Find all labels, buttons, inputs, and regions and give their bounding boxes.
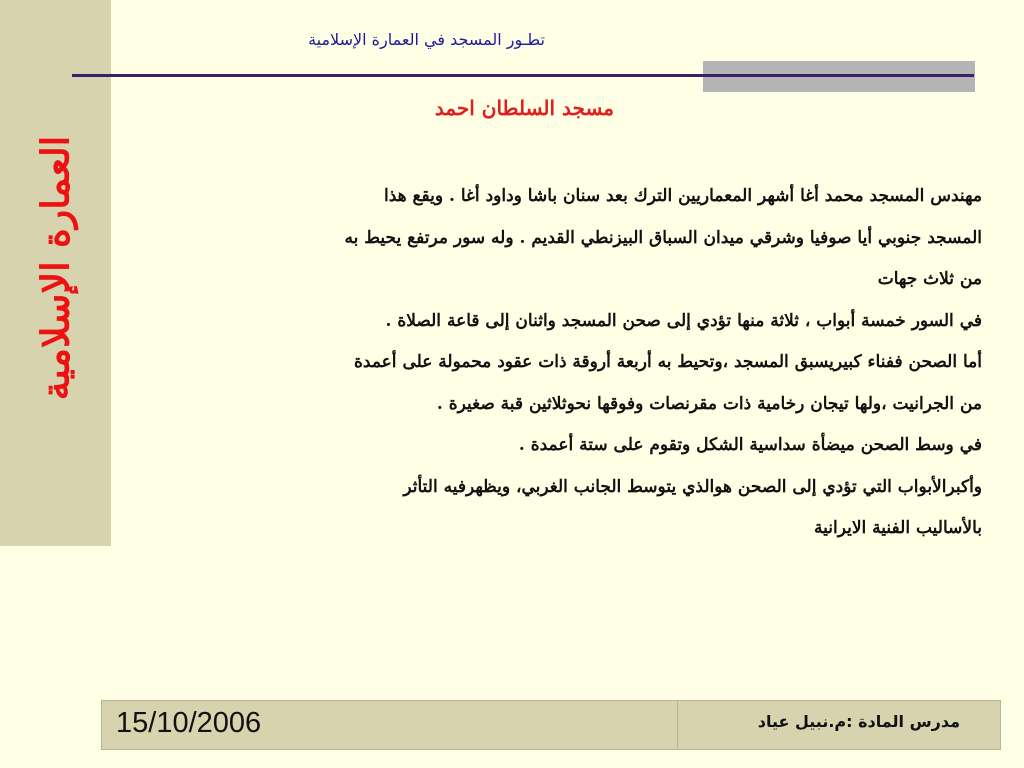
body-line: المسجد جنوبي أيا صوفيا وشرقي ميدان السباق البيزنطي القديم . وله سور مرتفع يحيط به — [344, 227, 982, 248]
footer-author: مدرس المادة :م.نبيل عياد — [757, 712, 960, 731]
body-line: مهندس المسجد محمد أغا أشهر المعماريين الترك بعد سنان باشا وداود أغا . ويقع هذا — [383, 186, 982, 206]
page-heading: مسجد السلطان احمد — [434, 96, 614, 120]
header-rule-line — [72, 74, 974, 77]
body-line: في السور خمسة أبواب ، ثلاثة منها تؤدي إلى صحن المسجد واثنان إلى قاعة الصلاة . — [385, 310, 982, 331]
body-line: في وسط الصحن ميضأة سداسية الشكل وتقوم على ستة أعمدة . — [518, 435, 982, 455]
body-line: من ثلاث جهات — [877, 269, 982, 289]
body-line: أما الصحن ففناء كبيريسبق المسجد ،وتحيط به أربعة أروقة ذات عقود محمولة على أعمدة — [354, 352, 982, 372]
body-text — [88, 176, 982, 550]
footer-date: 15/10/2006 — [116, 707, 262, 739]
body-line: من الجرانيت ،ولها تيجان رخامية ذات مقرنصات وفوقها نحوثلاثين قبة صغيرة . — [436, 393, 982, 414]
body-line: بالأساليب الفنية الايرانية — [814, 518, 982, 538]
footer-divider — [677, 701, 678, 749]
sidebar-vertical-title: العمارة الإسلامية — [32, 135, 78, 401]
footer-bar — [101, 700, 1001, 750]
body-line: وأكبرالأبواب التي تؤدي إلى الصحن هوالذي يتوسط الجانب الغربي، ويظهرفيه التأثر — [403, 476, 982, 497]
header-title: تطـور المسجد في العمارة الإسلامية — [308, 30, 545, 49]
